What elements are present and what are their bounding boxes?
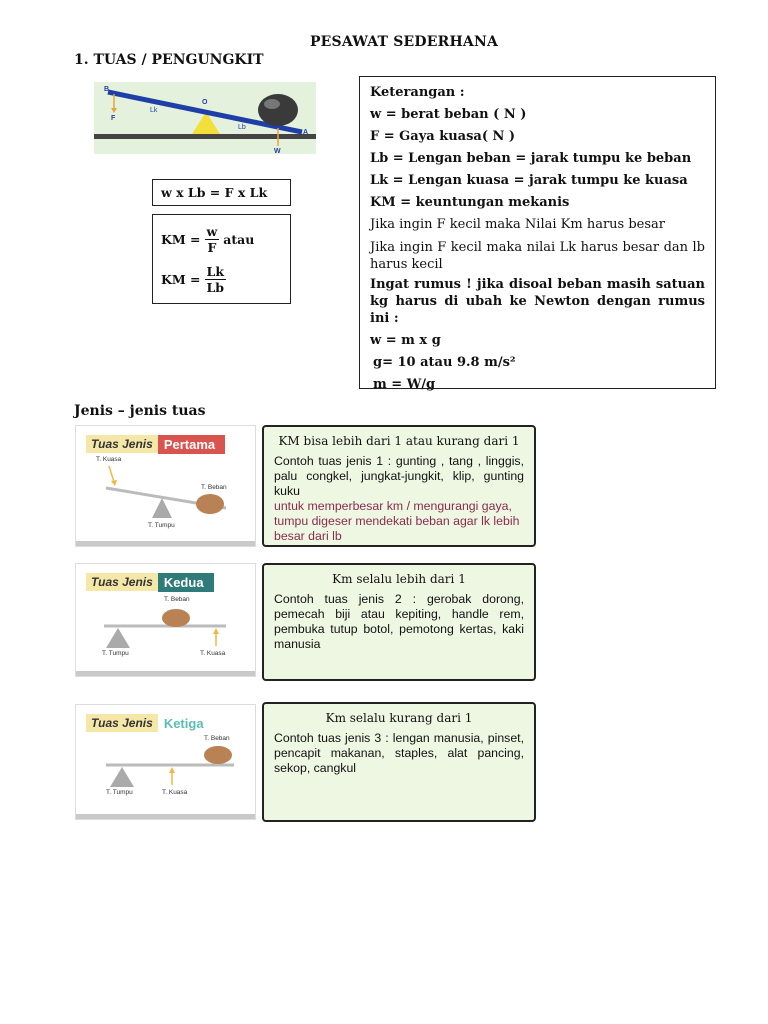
lever-illustration bbox=[94, 82, 316, 154]
fraction-w-over-F bbox=[205, 224, 220, 255]
type-2-label-beban: T. Beban bbox=[164, 596, 190, 603]
km-row-1 bbox=[161, 219, 282, 259]
lever-type-3-description bbox=[262, 702, 536, 822]
type-1-tag-right: Pertama bbox=[158, 435, 225, 454]
eq-m: m = W/g bbox=[373, 377, 436, 392]
lever-type-1-description bbox=[262, 425, 536, 547]
label-B: B bbox=[104, 86, 110, 93]
type-3-tag-right: Ketiga bbox=[158, 714, 214, 733]
type-2-examples: Contoh tuas jenis 2 : gerobak dorong, pemecah biji atau kepiting, handle rem, pembuka tutup botol, pemotong kertas, kaki manusia bbox=[274, 592, 524, 651]
type-3-label-kuasa: T. Kuasa bbox=[162, 789, 188, 796]
tip-1: Jika ingin F kecil maka Nilai Km harus besar bbox=[370, 217, 666, 232]
frac2-denominator: Lb bbox=[206, 279, 225, 295]
type-3-examples: Contoh tuas jenis 3 : lengan manusia, pinset, pencapit makanan, staples, alat pancing, sekop, cangkul bbox=[274, 731, 524, 775]
eq-g: g= 10 atau 9.8 m/s² bbox=[373, 355, 516, 370]
notes-heading: Keterangan : bbox=[370, 85, 465, 100]
label-W: W bbox=[274, 148, 281, 154]
type-1-tag-left: Tuas Jenis bbox=[86, 435, 158, 453]
type-1-note: untuk memperbesar km / mengurangi gaya, tumpu digeser mendekati beban agar lk lebih besar dari lb bbox=[274, 499, 520, 543]
frac1-denominator: F bbox=[207, 239, 217, 255]
label-F: F bbox=[111, 115, 116, 122]
type-1-label-kuasa: T. Kuasa bbox=[96, 456, 122, 463]
frac2-numerator: Lk bbox=[206, 263, 224, 279]
remember-text: Ingat rumus ! jika disoal beban masih satuan kg harus di ubah ke Newton dengan rumus ini : bbox=[370, 277, 705, 326]
label-Lb: Lb bbox=[238, 124, 246, 131]
page-title: PESAWAT SEDERHANA bbox=[309, 34, 499, 50]
lever-type-3-card bbox=[75, 704, 256, 820]
type-1-examples: Contoh tuas jenis 1 : gunting , tang , linggis, palu congkel, jungkat-jungkit, klip, gunting kuku bbox=[274, 454, 524, 498]
section-heading-lever: 1. TUAS / PENGUNGKIT bbox=[74, 52, 264, 68]
type-2-label-tumpu: T. Tumpu bbox=[102, 650, 129, 657]
type-3-illustration bbox=[76, 705, 256, 820]
type-1-label-tumpu: T. Tumpu bbox=[148, 522, 175, 529]
note-w: w = berat beban ( N ) bbox=[370, 107, 527, 122]
type-2-tag-right: Kedua bbox=[158, 573, 214, 592]
lever-types-heading: Jenis – jenis tuas bbox=[74, 403, 206, 419]
type-3-label-tumpu: T. Tumpu bbox=[106, 789, 133, 796]
lever-type-1-card bbox=[75, 425, 256, 547]
type-2-tag-left: Tuas Jenis bbox=[86, 573, 158, 591]
type-2-km-text: Km selalu lebih dari 1 bbox=[332, 572, 466, 586]
type-2-label-kuasa: T. Kuasa bbox=[200, 650, 226, 657]
km-label-1: KM = bbox=[161, 231, 201, 247]
load-rock bbox=[258, 94, 298, 126]
type-1-label-beban: T. Beban bbox=[201, 484, 227, 491]
tip-2: Jika ingin F kecil maka nilai Lk harus besar dan lb harus kecil bbox=[370, 240, 705, 272]
km-label-2: KM = bbox=[161, 271, 201, 287]
type-3-label-beban: T. Beban bbox=[204, 735, 230, 742]
lever-type-2-description bbox=[262, 563, 536, 681]
type-3-km-text: Km selalu kurang dari 1 bbox=[325, 711, 473, 725]
lever-formula: w x Lb = F x Lk bbox=[152, 179, 291, 206]
note-Lb: Lb = Lengan beban = jarak tumpu ke beban bbox=[370, 151, 692, 166]
note-Lk: Lk = Lengan kuasa = jarak tumpu ke kuasa bbox=[370, 173, 688, 188]
label-O: O bbox=[202, 99, 208, 106]
notes-box bbox=[359, 76, 716, 392]
ground-line bbox=[94, 134, 316, 139]
note-KM: KM = keuntungan mekanis bbox=[370, 195, 570, 210]
note-F: F = Gaya kuasa( N ) bbox=[370, 129, 516, 144]
label-Lk: Lk bbox=[150, 107, 158, 114]
eq-w: w = m x g bbox=[370, 333, 441, 348]
lever-diagram bbox=[94, 82, 316, 154]
type-3-tag-left: Tuas Jenis bbox=[86, 714, 158, 732]
lever-type-2-card bbox=[75, 563, 256, 677]
type-1-km-text: KM bisa lebih dari 1 atau kurang dari 1 bbox=[278, 434, 520, 448]
km-formula-box bbox=[152, 214, 291, 304]
type-2-illustration bbox=[76, 564, 256, 677]
or-word: atau bbox=[223, 231, 255, 247]
fraction-Lk-over-Lb bbox=[205, 264, 226, 295]
label-A: A bbox=[303, 129, 309, 136]
frac1-numerator: w bbox=[206, 223, 218, 239]
km-row-2 bbox=[161, 259, 282, 299]
